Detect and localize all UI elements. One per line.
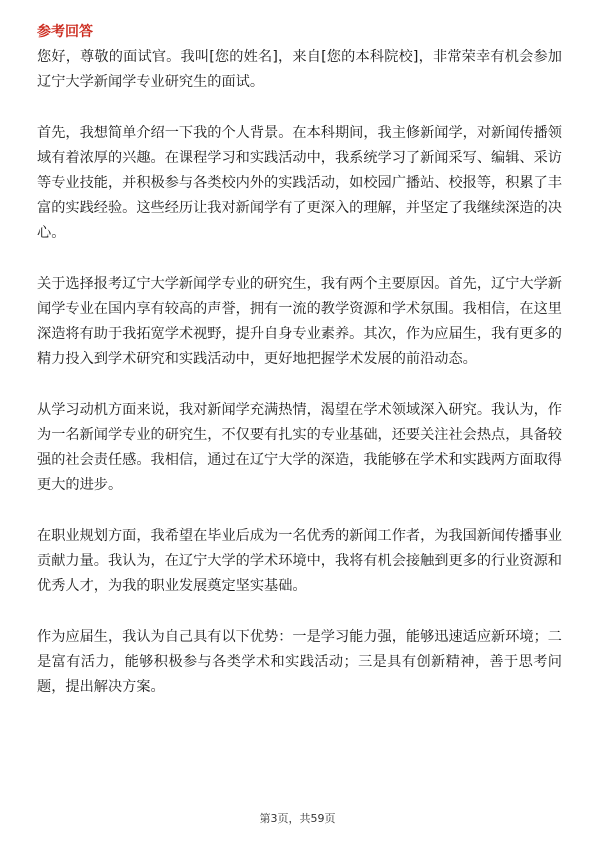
paragraph-career-plan: 在职业规划方面，我希望在毕业后成为一名优秀的新闻工作者，为我国新闻传播事业贡献力量。我认为，在辽宁大学的学术环境中，我将有机会接触到更多的行业资源和优秀人才，为我的职业发展奠定坚实基础。 bbox=[37, 527, 562, 595]
answer-heading: 参考回答 bbox=[37, 24, 93, 40]
paragraph-greeting: 您好，尊敬的面试官。我叫[您的姓名]，来自[您的本科院校]，非常荣幸有机会参加辽宁大学新闻学专业研究生的面试。 bbox=[37, 49, 562, 91]
answer-body bbox=[37, 45, 562, 700]
paragraph-reasons: 关于选择报考辽宁大学新闻学专业的研究生，我有两个主要原因。首先，辽宁大学新闻学专业在国内享有较高的声誉，拥有一流的教学资源和学术氛围。我相信，在这里深造将有助于我拓宽学术视野，提升自身专业素养。其次，作为应届生，我有更多的精力投入到学术研究和实践活动中，更好地把握学术发展的前沿动态。 bbox=[37, 275, 562, 368]
paragraph-background: 首先，我想简单介绍一下我的个人背景。在本科期间，我主修新闻学，对新闻传播领域有着浓厚的兴趣。在课程学习和实践活动中，我系统学习了新闻采写、编辑、采访等专业技能，并积极参与各类校内外的实践活动，如校园广播站、校报等，积累了丰富的实践经验。这些经历让我对新闻学有了更深入的理解，并坚定了我继续深造的决心。 bbox=[37, 124, 562, 242]
page-number: 第3页，共59页 bbox=[259, 812, 336, 825]
paragraph-motivation: 从学习动机方面来说，我对新闻学充满热情，渴望在学术领域深入研究。我认为，作为一名新闻学专业的研究生，不仅要有扎实的专业基础，还要关注社会热点，具备较强的社会责任感。我相信，通过在辽宁大学的深造，我能够在学术和实践两方面取得更大的进步。 bbox=[37, 401, 562, 494]
paragraph-strengths: 作为应届生，我认为自己具有以下优势：一是学习能力强，能够迅速适应新环境；二是富有活力，能够积极参与各类学术和实践活动；三是具有创新精神，善于思考问题，提出解决方案。 bbox=[37, 628, 562, 695]
